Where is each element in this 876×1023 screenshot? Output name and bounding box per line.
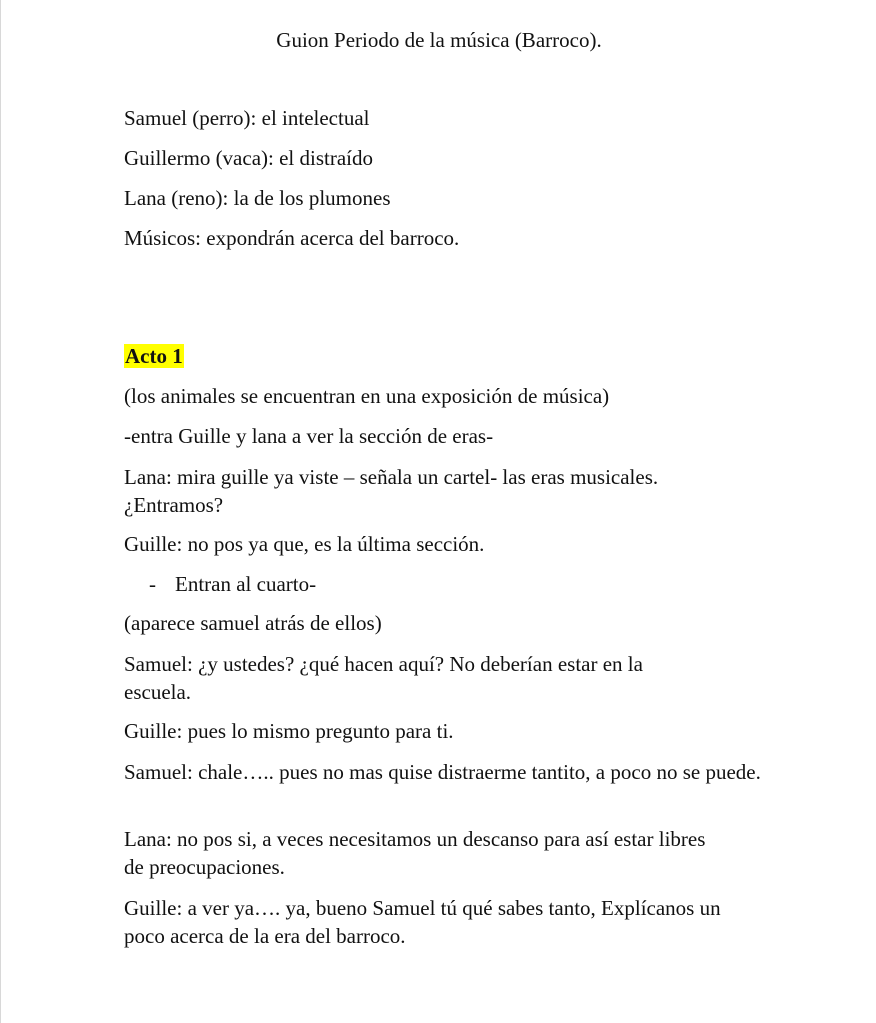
- cast-line-samuel: Samuel (perro): el intelectual: [124, 106, 370, 130]
- dialogue-samuel: Samuel: ¿y ustedes? ¿qué hacen aquí? No deberían estar en la escuela.: [124, 652, 643, 704]
- dialogue-samuel: Samuel: chale….. pues no mas quise distraerme tantito, a poco no se puede.: [124, 760, 761, 784]
- bullet-item-text: Entran al cuarto-: [175, 572, 317, 596]
- act-heading-highlight: Acto 1: [125, 344, 183, 368]
- dialogue-guille: Guille: a ver ya…. ya, bueno Samuel tú qué sabes tanto, Explícanos un poco acerca de la era del barroco.: [124, 896, 721, 948]
- stage-direction: (los animales se encuentran en una exposición de música): [124, 384, 610, 408]
- cast-line-guillermo: Guillermo (vaca): el distraído: [124, 146, 373, 170]
- dialogue-lana: Lana: mira guille ya viste – señala un cartel- las eras musicales. ¿Entramos?: [124, 465, 659, 517]
- dialogue-guille: Guille: no pos ya que, es la última sección.: [124, 532, 485, 556]
- act-heading: [124, 343, 184, 369]
- cast-line-lana: Lana (reno): la de los plumones: [124, 186, 391, 210]
- cast-line-musicos: Músicos: expondrán acerca del barroco.: [124, 226, 460, 250]
- stage-direction: -entra Guille y lana a ver la sección de eras-: [124, 424, 494, 448]
- dialogue-lana: Lana: no pos si, a veces necesitamos un descanso para así estar libres de preocupaciones.: [124, 827, 706, 879]
- dialogue-guille: Guille: pues lo mismo pregunto para ti.: [124, 719, 454, 743]
- stage-direction: (aparece samuel atrás de ellos): [124, 611, 382, 635]
- bullet-dash: -: [149, 572, 156, 596]
- bullet-item: [149, 571, 316, 597]
- document-title: Guion Periodo de la música (Barroco).: [276, 28, 602, 52]
